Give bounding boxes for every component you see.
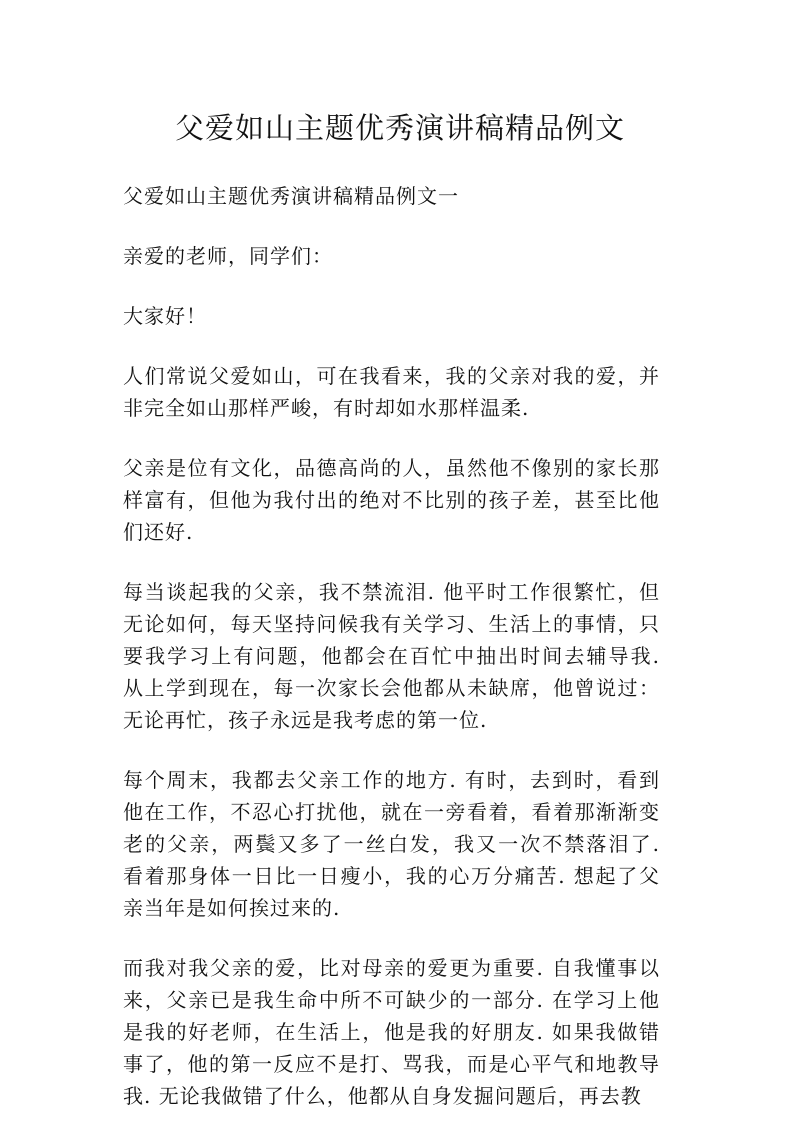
greeting-paragraph: 大家好！ xyxy=(123,304,207,328)
salutation-paragraph: 亲爱的老师，同学们： xyxy=(123,244,333,268)
subtitle-paragraph: 父爱如山主题优秀演讲稿精品例文一 xyxy=(123,184,459,208)
body-paragraph: 父亲是位有文化，品德高尚的人，虽然他不像别的家长那样富有，但他为我付出的绝对不比别的孩子差，甚至比他们还好. xyxy=(123,456,660,544)
body-paragraph: 而我对我父亲的爱，比对母亲的爱更为重要. 自我懂事以来，父亲已是我生命中所不可缺少的一部分. 在学习上他是我的好老师，在生活上，他是我的好朋友. 如果我做错事了，他的第一反应不是打、骂我，而是心平气和地教导我. 无论我做错了什么，他都从自身发掘问题后，再去教 xyxy=(123,956,660,1108)
document-body xyxy=(123,180,660,1140)
body-paragraph: 每个周末，我都去父亲工作的地方. 有时，去到时，看到他在工作，不忍心打扰他，就在一旁看着，看着那渐渐变老的父亲，两鬓又多了一丝白发，我又一次不禁落泪了. 看着那身体一日比一日瘦小，我的心万分痛苦. 想起了父亲当年是如何挨过来的. xyxy=(123,768,660,920)
body-paragraph: 每当谈起我的父亲，我不禁流泪. 他平时工作很繁忙，但无论如何，每天坚持问候我有关学习、生活上的事情，只要我学习上有问题，他都会在百忙中抽出时间去辅导我. 从上学到现在，每一次家长会他都从未缺席，他曾说过：无论再忙，孩子永远是我考虑的第一位. xyxy=(123,580,660,732)
body-paragraph: 人们常说父爱如山，可在我看来，我的父亲对我的爱，并非完全如山那样严峻，有时却如水那样温柔. xyxy=(123,364,660,420)
document-title: 父爱如山主题优秀演讲稿精品例文 xyxy=(174,111,625,145)
